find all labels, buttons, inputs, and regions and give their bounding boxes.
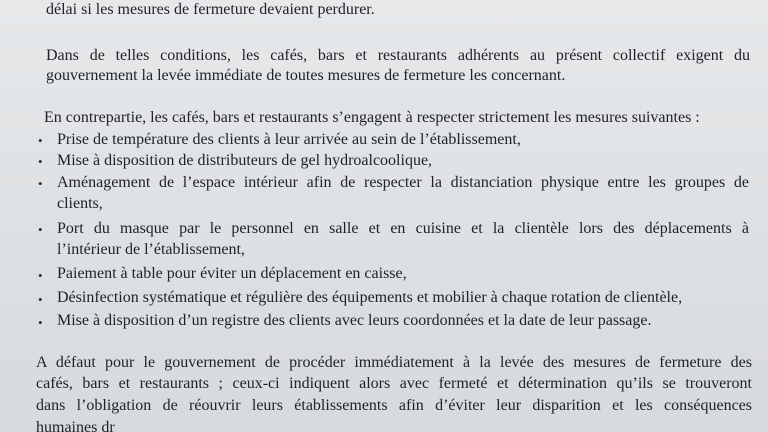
bullet-icon: •: [38, 176, 43, 191]
bullet-icon: •: [38, 222, 43, 237]
paragraph-4-line-4: humaines dr: [36, 419, 115, 432]
bullet-icon: •: [38, 292, 43, 307]
paragraph-4-line-1: A défaut pour le gouvernement de procéder immédiatement à la levée des mesures de fermeture des: [36, 354, 752, 371]
bullet-icon: •: [38, 315, 43, 330]
paragraph-1-line-1: délai si les mesures de fermeture devaient perdurer.: [46, 1, 375, 18]
list-item-4-line-2: l’intérieur de l’établissement,: [57, 241, 245, 258]
paragraph-4-line-3: dans l’obligation de réouvrir leurs établissements afin d’éviter leur disparition et les conséquences: [36, 397, 752, 414]
list-item-3-line-1: Aménagement de l’espace intérieur afin de respecter la distanciation physique entre les groupes de: [57, 174, 749, 191]
bullet-icon: •: [38, 154, 43, 169]
list-item-1-line-1: Prise de température des clients à leur arrivée au sein de l’établissement,: [57, 131, 521, 148]
list-item-4-line-1: Port du masque par le personnel en salle et en cuisine et la clientèle lors des déplacements à: [57, 220, 749, 237]
paragraph-3-intro: En contrepartie, les cafés, bars et restaurants s’engagent à respecter strictement les mesures suivantes :: [44, 109, 700, 126]
list-item-6-line-1: Désinfection systématique et régulière des équipements et mobilier à chaque rotation de clientèle,: [57, 289, 683, 306]
paragraph-2-line-2: gouvernement la levée immédiate de toutes mesures de fermeture les concernant.: [46, 67, 566, 84]
paragraph-4-line-2: cafés, bars et restaurants ; ceux-ci indiquent alors avec fermeté et détermination qu’ils se trouveront: [36, 375, 752, 392]
bullet-icon: •: [38, 268, 43, 283]
paragraph-2-line-1: Dans de telles conditions, les cafés, bars et restaurants adhérents au présent collectif exigent du: [46, 47, 750, 64]
bullet-icon: •: [38, 133, 43, 148]
list-item-7-line-1: Mise à disposition d’un registre des clients avec leurs coordonnées et la date de leur passage.: [57, 312, 652, 329]
list-item-5-line-1: Paiement à table pour éviter un déplacement en caisse,: [57, 265, 407, 282]
list-item-2-line-1: Mise à disposition de distributeurs de gel hydroalcoolique,: [57, 152, 433, 169]
list-item-3-line-2: clients,: [57, 195, 103, 212]
